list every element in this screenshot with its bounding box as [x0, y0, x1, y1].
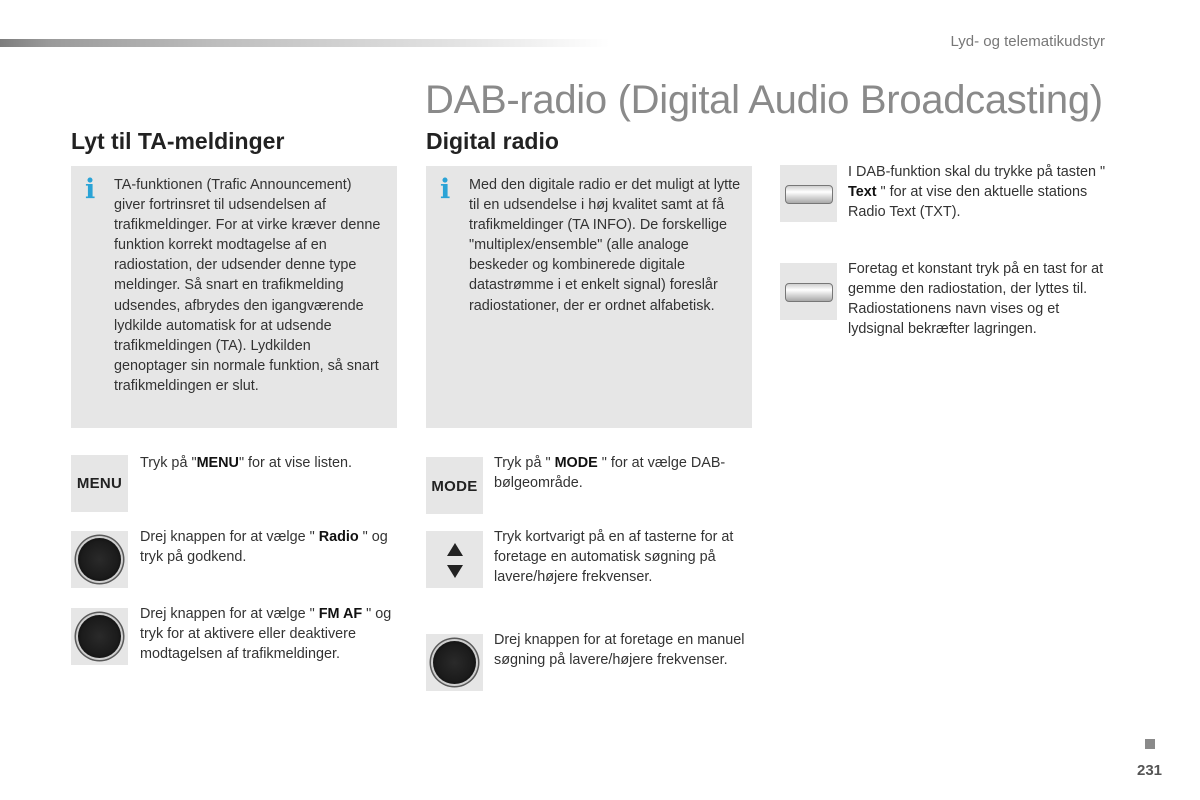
info-box-digital [426, 166, 752, 428]
info-box-ta [71, 166, 397, 428]
step-manual-search-text: Drej knappen for at foretage en manuel søgning på lavere/højere frekvenser. [494, 632, 745, 669]
header-gradient-bar [0, 39, 610, 47]
page-number: 231 [1137, 762, 1163, 779]
step-menu-text: Tryk på "MENU" for at vise listen. [140, 455, 353, 471]
up-down-arrows-icon [426, 531, 483, 588]
info-icon: i [440, 174, 451, 205]
info-icon: i [85, 174, 96, 205]
mode-key-label: MODE [431, 478, 478, 495]
step-text-key-text: I DAB-funktion skal du trykke på tasten " Text " for at vise den aktuelle stations Radio Text (TXT). [848, 164, 1106, 221]
section-title: Lyd- og telematikudstyr [950, 33, 1105, 50]
page-title: DAB-radio (Digital Audio Broadcasting) [425, 78, 1103, 122]
step-auto-search-text: Tryk kortvarigt på en af tasterne for at foretage en automatisk søgning på lavere/højere frekvenser. [494, 529, 734, 586]
rotary-knob-icon [426, 634, 483, 691]
step-save-station-text: Foretag et konstant tryk på en tast for at gemme den radiostation, der lyttes til. Radiostationens navn vises og et lydsignal bekræfter lagringen. [848, 261, 1104, 338]
menu-key-icon [71, 455, 128, 512]
rotary-knob-icon [71, 531, 128, 588]
preset-button-icon [780, 165, 837, 222]
mode-key-icon [426, 457, 483, 514]
info-text-ta: TA-funktionen (Trafic Announcement) giver fortrinsret til udsendelsen af trafikmeldinger. For at virke kræver denne funktion korrekt modtagelse af en radiostation, der udsender denne type meldinger. Så snart en trafikmelding udsendes, afbrydes den igangværende lydkilde automatisk for at udsende trafikmeldingen (TA). Lydkilden genoptager sin normale funktion, så snart trafikmeldingen er slut. [114, 177, 381, 394]
step-fm-af-text: Drej knappen for at vælge " FM AF " og tryk for at aktivere eller deaktivere modtagelsen af trafikmeldinger. [140, 606, 392, 663]
step-mode-text: Tryk på " MODE " for at vælge DAB-bølgeområde. [494, 455, 726, 492]
rotary-knob-icon [71, 608, 128, 665]
info-text-digital: Med den digitale radio er det muligt at lytte til en udsendelse i høj kvalitet samt at få trafikmeldinger (TA INFO). De forskellige "multiplex/ensemble" (alle analoge beskeder og kombinerede digitale datastrømme i et enkelt signal) foreslår radiostationer, der er ordnet alfabetisk. [469, 177, 741, 314]
menu-key-label: MENU [76, 475, 123, 492]
preset-button-icon [780, 263, 837, 320]
heading-digital-radio: Digital radio [426, 128, 559, 154]
page-marker [1145, 739, 1155, 749]
step-radio-text: Drej knappen for at vælge " Radio " og tryk på godkend. [140, 529, 388, 566]
heading-ta-meldinger: Lyt til TA-meldinger [71, 128, 285, 154]
